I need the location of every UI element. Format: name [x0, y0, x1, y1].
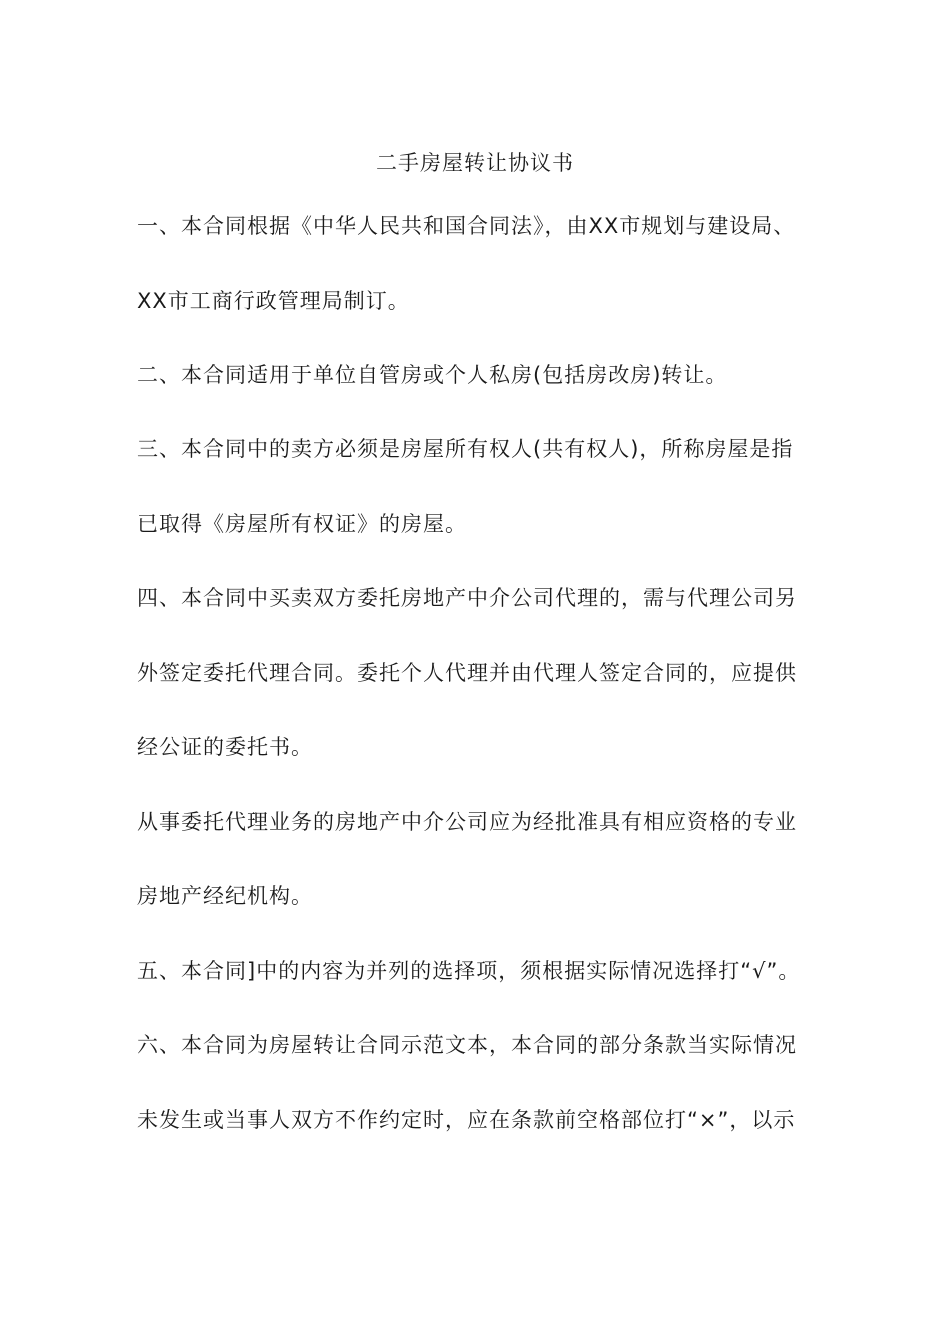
text-line: 外签定委托代理合同。委托个人代理并由代理人签定合同的，应提供	[137, 661, 797, 685]
text-line: 已取得《房屋所有权证》的房屋。	[137, 512, 467, 536]
text-line: 房地产经纪机构。	[137, 884, 313, 908]
text-line: 从事委托代理业务的房地产中介公司应为经批准具有相应资格的专业	[137, 810, 797, 834]
text-line: 六、本合同为房屋转让合同示范文本，本合同的部分条款当实际情况	[137, 1033, 797, 1057]
text-line: XX市工商行政管理局制订。	[137, 289, 410, 313]
document-title: 二手房屋转让协议书	[376, 151, 574, 175]
text-line: 未发生或当事人双方不作约定时，应在条款前空格部位打“×”，以示	[137, 1108, 796, 1132]
text-line: 二、本合同适用于单位自管房或个人私房(包括房改房)转让。	[137, 363, 728, 387]
text-line: 经公证的委托书。	[137, 735, 313, 759]
text-line: 一、本合同根据《中华人民共和国合同法》，由XX市规划与建设局、	[137, 214, 796, 238]
text-line: 三、本合同中的卖方必须是房屋所有权人(共有权人)，所称房屋是指	[137, 437, 794, 461]
text-line: 五、本合同]中的内容为并列的选择项，须根据实际情况选择打“√”。	[137, 959, 801, 983]
text-line: 四、本合同中买卖双方委托房地产中介公司代理的，需与代理公司另	[137, 586, 797, 610]
